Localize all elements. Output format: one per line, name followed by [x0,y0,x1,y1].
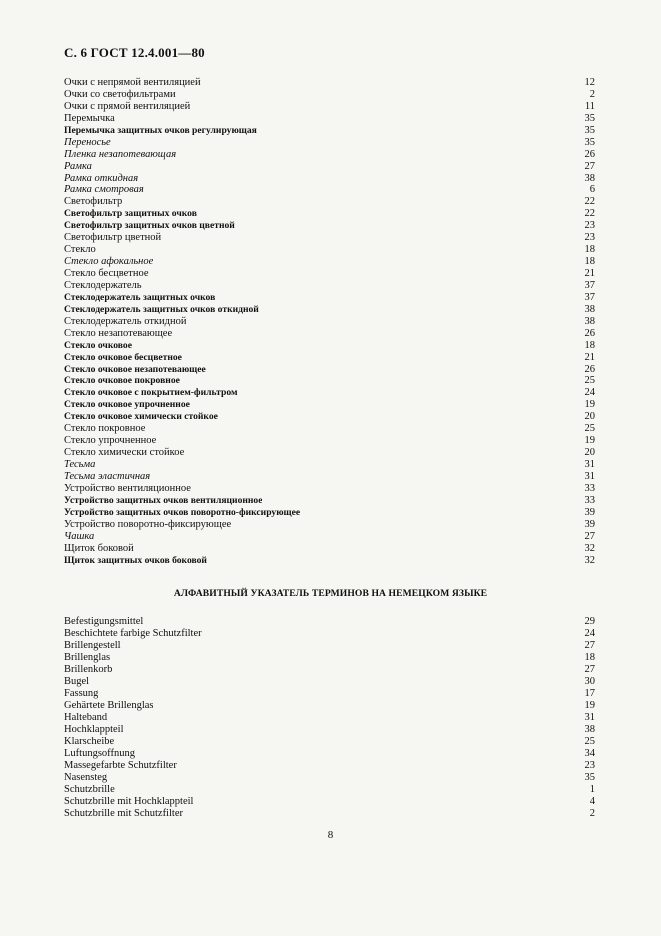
index-page-number: 35 [584,112,595,124]
index-entry [64,640,595,652]
index-page-number: 26 [584,363,595,375]
index-page-number: 23 [584,220,595,232]
index-page-number: 26 [584,327,595,339]
index-page-number: 32 [584,554,595,566]
index-entry [64,459,595,471]
index-term: Стеклодержатель защитных очков откидной [64,303,259,315]
index-entry [64,676,595,688]
index-entry [64,340,595,352]
index-entry [64,89,595,101]
index-term: Перемычка [64,112,115,124]
index-entry [64,399,595,411]
index-page-number: 31 [584,712,595,723]
index-page-number: 31 [584,459,595,470]
index-term: Beschichtete farbige Schutzfilter [64,628,202,639]
index-entry [64,507,595,519]
index-entry [64,125,595,137]
index-term: Рамка смотровая [64,184,144,196]
index-term: Устройство поворотно-фиксирующее [64,518,232,530]
index-entry [64,149,595,161]
index-page-number: 4 [589,796,595,807]
index-term: Светофильтр [64,196,123,208]
german-index-title: АЛФАВИТНЫЙ УКАЗАТЕЛЬ ТЕРМИНОВ НА НЕМЕЦКОМ ЯЗЫКЕ [173,588,488,599]
index-term: Светофильтр цветной [64,232,162,244]
index-page-number: 17 [584,688,595,699]
index-term: Fassung [64,688,99,699]
index-page-number: 18 [584,244,595,256]
index-page-number: 6 [589,184,595,196]
index-term: Стекло очковое с покрытием-фильтром [64,387,238,399]
index-entry [64,208,595,220]
index-page-number: 35 [584,772,595,783]
index-entry [64,616,595,628]
index-term: Очки с прямой вентиляцией [64,100,191,112]
index-term: Рамка откидная [64,172,139,184]
index-term: Luftungsoffnung [64,748,135,759]
index-entry [64,268,595,280]
index-entry [64,256,595,268]
index-entry [64,784,595,796]
index-entry [64,352,595,364]
index-page-number: 19 [584,700,595,711]
index-term: Стекло незапотевающее [64,327,173,339]
index-term: Стекло очковое покровное [64,375,180,387]
index-entry [64,77,595,89]
index-term: Стекло [64,244,96,256]
index-entry [64,736,595,748]
index-term: Светофильтр защитных очков цветной [64,220,235,232]
index-entry [64,244,595,256]
index-page-number: 19 [584,435,595,447]
index-term: Стекло очковое бесцветное [64,351,182,363]
russian-term-index [64,77,595,566]
index-page-number: 18 [584,256,595,268]
index-page-number: 21 [584,268,595,279]
index-entry [64,447,595,459]
index-term: Тесьма эластичная [64,470,151,482]
index-entry [64,364,595,376]
index-page-number: 23 [584,760,595,771]
index-term: Устройство защитных очков поворотно-фиксирующее [64,506,301,518]
index-entry [64,196,595,208]
index-page-number: 38 [584,303,595,315]
index-entry [64,292,595,304]
index-entry [64,712,595,724]
index-entry [64,652,595,664]
index-term: Schutzbrille mit Hochklappteil [64,796,194,807]
index-entry [64,220,595,232]
index-page-number: 20 [584,411,595,423]
index-term: Стекло очковое [64,339,132,351]
index-term: Перемычка защитных очков регулирующая [64,124,257,136]
index-entry [64,435,595,447]
index-term: Стекло химически стойкое [64,447,185,459]
index-page-number: 29 [584,616,595,627]
index-entry [64,808,595,820]
index-term: Hochklappteil [64,724,124,735]
index-term: Стекло очковое упрочненное [64,399,190,411]
index-term: Befestigungsmittel [64,616,144,627]
index-term: Стеклодержатель защитных очков [64,291,216,303]
index-term: Чашка [64,530,95,542]
index-term: Щиток боковой [64,542,134,554]
index-entry [64,423,595,435]
index-entry [64,328,595,340]
index-page-number: 2 [589,88,595,100]
index-entry [64,137,595,149]
index-term: Brillenglas [64,652,111,663]
index-page-number: 2 [589,808,595,819]
index-entry [64,161,595,173]
index-page-number: 21 [584,351,595,363]
index-page-number: 11 [584,100,595,112]
index-entry [64,113,595,125]
index-term: Тесьма [64,459,96,470]
index-page-number: 18 [584,339,595,351]
index-term: Massegefarbte Schutzfilter [64,760,177,771]
index-entry [64,688,595,700]
index-page-number: 34 [584,748,595,759]
index-page-number: 22 [584,208,595,220]
index-page-number: 25 [584,736,595,747]
index-entry [64,519,595,531]
index-term: Стеклодержатель [64,279,142,291]
index-term: Gehärtete Brillenglas [64,700,154,711]
index-term: Устройство защитных очков вентиляционное [64,494,263,506]
index-term: Schutzbrille mit Schutzfilter [64,808,183,819]
index-page-number: 35 [584,136,595,148]
index-term: Brillengestell [64,640,121,651]
index-term: Стекло очковое химически стойкое [64,411,218,423]
index-page-number: 33 [584,494,595,506]
index-page-number: 25 [584,423,595,435]
index-page-number: 30 [584,676,595,687]
index-entry [64,495,595,507]
index-term: Очки со светофильтрами [64,88,176,100]
index-page-number: 33 [584,482,595,494]
index-page-number: 39 [584,518,595,530]
index-term: Nasensteg [64,772,108,783]
index-entry [64,543,595,555]
index-entry [64,664,595,676]
index-page-number: 37 [584,291,595,303]
index-entry [64,471,595,483]
index-term: Стеклодержатель откидной [64,315,187,327]
index-entry [64,173,595,185]
index-entry [64,748,595,760]
index-entry [64,411,595,423]
index-page-number: 22 [584,196,595,208]
index-term: Стекло упрочненное [64,435,157,447]
index-page-number: 38 [584,172,595,184]
index-entry [64,724,595,736]
index-term: Очки с непрямой вентиляцией [64,77,201,88]
index-page-number: 27 [584,664,595,675]
index-term: Стекло бесцветное [64,268,149,279]
index-term: Стекло очковое незапотевающее [64,363,206,375]
index-term: Светофильтр защитных очков [64,208,197,220]
index-term: Устройство вентиляционное [64,482,191,494]
index-page-number: 31 [584,470,595,482]
index-page-number: 39 [584,506,595,518]
index-page-number: 37 [584,279,595,291]
index-entry [64,760,595,772]
index-page-number: 24 [584,387,595,399]
index-page-number: 1 [589,784,595,795]
index-page-number: 35 [584,124,595,136]
index-entry [64,531,595,543]
index-term: Щиток защитных очков боковой [64,554,207,566]
index-entry [64,772,595,784]
index-page-number: 38 [584,315,595,327]
index-term: Bugel [64,676,90,687]
index-page-number: 27 [584,640,595,651]
index-page-number: 25 [584,375,595,387]
index-entry [64,316,595,328]
index-term: Стекло афокальное [64,256,154,268]
index-page-number: 26 [584,148,595,160]
index-entry [64,184,595,196]
index-term: Стекло покровное [64,423,146,435]
index-entry [64,232,595,244]
index-page-number: 12 [584,77,595,88]
german-term-index [64,616,595,820]
index-term: Рамка [64,160,92,172]
index-page-number: 27 [584,160,595,172]
index-entry [64,375,595,387]
index-entry [64,280,595,292]
index-page-number: 24 [584,628,595,639]
index-page-number: 19 [584,399,595,411]
index-page-number: 38 [584,724,595,735]
index-page-number: 23 [584,232,595,244]
index-entry [64,796,595,808]
index-page-number: 32 [584,542,595,554]
page-header: С. 6 ГОСТ 12.4.001—80 [64,45,205,60]
index-term: Переносье [64,136,111,148]
index-page-number: 20 [584,447,595,459]
index-entry [64,700,595,712]
index-entry [64,483,595,495]
index-term: Пленка незапотевающая [64,148,177,160]
index-term: Klarscheibe [64,736,115,747]
index-page-number: 18 [584,652,595,663]
index-entry [64,101,595,113]
index-term: Halteband [64,712,108,723]
index-entry [64,387,595,399]
index-term: Schutzbrille [64,784,115,795]
index-term: Brillenkorb [64,664,113,675]
index-entry [64,628,595,640]
index-entry [64,304,595,316]
index-page-number: 27 [584,530,595,542]
index-entry [64,555,595,567]
page-number: 8 [327,829,334,841]
